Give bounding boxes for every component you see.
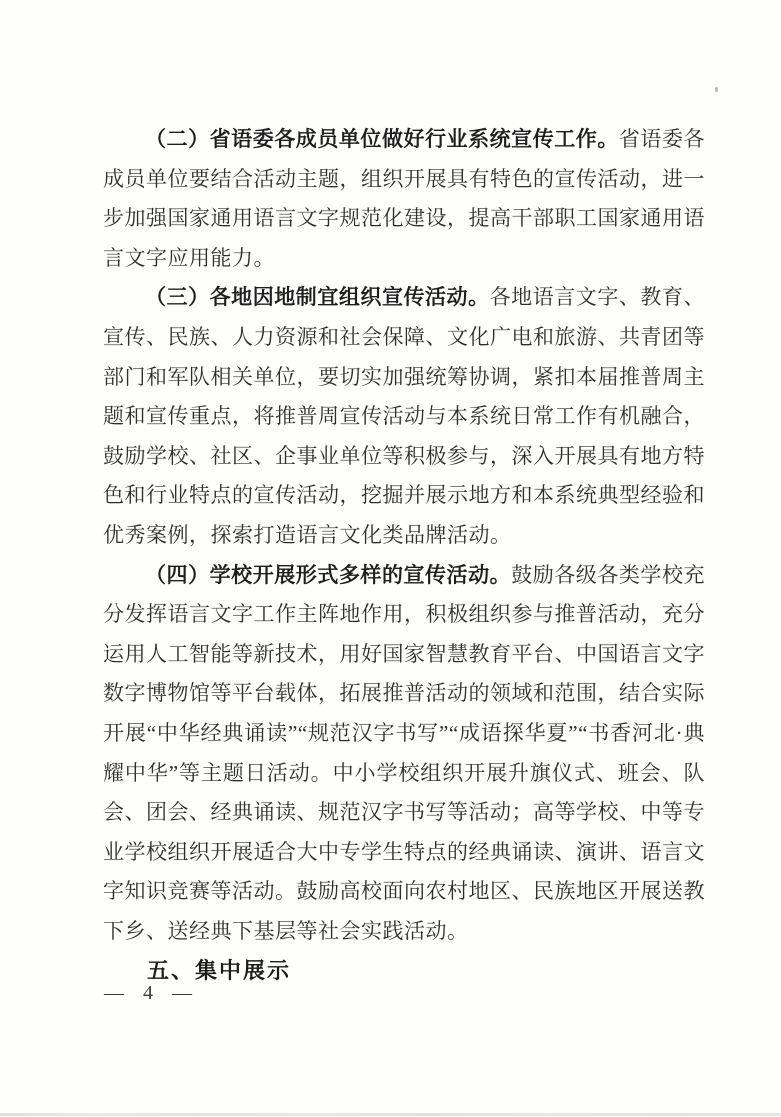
section-heading: 五、集中展示 [147, 958, 292, 984]
paragraph-item-2 [103, 120, 705, 278]
page-number: — 4 — [104, 982, 199, 1004]
paragraph-body-text: 各地语言文字、教育、宣传、民族、人力资源和社会保障、文化广电和旅游、共青团等部门和军队相关单位，要切实加强统筹协调，紧扣本届推普周主题和宣传重点，将推普周宣传活动与本系统日常工作有机融合，鼓励学校、社区、企事业单位等积极参与，深入开展具有地方特色和行业特点的宣传活动，挖掘并展示地方和本系统典型经验和优秀案例，探索打造语言文化类品牌活动。 [103, 285, 705, 547]
paragraph-item-3 [103, 278, 705, 555]
scan-edge-artifact [0, 1113, 781, 1116]
paragraph-lead-sentence: （三）各地因地制宜组织宣传活动。 [145, 285, 490, 310]
paragraph-body-text: 鼓励各级各类学校充分发挥语言文字工作主阵地作用，积极组织参与推普活动，充分运用人工智能等新技术，用好国家智慧教育平台、中国语言文字数字博物馆等平台载体，拓展推普活动的领域和范围，结合实际开展“中华经典诵读”“规范汉字书写”“成语探华夏”“书香河北·典耀中华”等主题日活动。中小学校组织开展升旗仪式、班会、队会、团会、经典诵读、规范汉字书写等活动；高等学校、中等专业学校组织开展适合大中专学生特点的经典诵读、演讲、语言文字知识竞赛等活动。鼓励高校面向农村地区、民族地区开展送教下乡、送经典下基层等社会实践活动。 [103, 562, 706, 943]
document-body [103, 120, 705, 991]
paragraph-lead-sentence: （二）省语委各成员单位做好行业系统宣传工作。 [145, 127, 619, 151]
paragraph-body-text: 省语委各成员单位要结合活动主题，组织开展具有特色的宣传活动，进一步加强国家通用语言文字规范化建设，提高干部职工国家通用语言文字应用能力。 [103, 127, 706, 270]
paragraph-lead-sentence: （四）学校开展形式多样的宣传活动。 [145, 562, 512, 587]
paragraph-item-4 [103, 556, 705, 952]
scan-artifact-speck [715, 87, 718, 92]
